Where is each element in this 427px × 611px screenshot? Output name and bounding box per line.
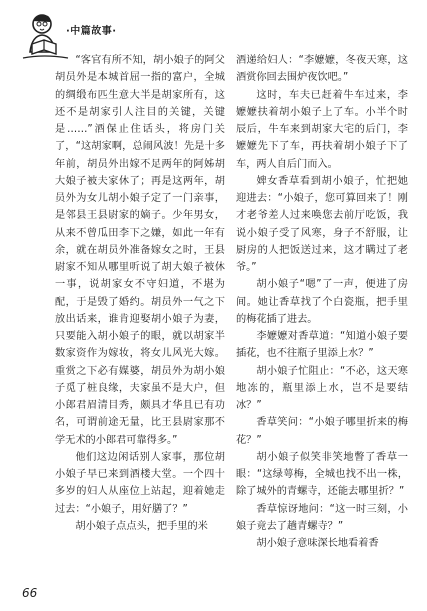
page-number: 66 <box>22 586 38 600</box>
body-paragraph: 香草笑问：“小娘子哪里折来的梅花？” <box>236 417 408 446</box>
body-paragraph: 香草惊讶地问：“这一时三刻，小娘子竟去了趟青螺寺？” <box>236 503 408 532</box>
body-paragraph: “客官有所不知，胡小娘子的阿父胡员外是本城首屈一指的富户，全城的绸缎布匹生意大半是胡家所有，这还不是胡家引人注目的关键，关键是……”酒保止住话头，将房门关了，“这胡家啊，总闹风波！先是十多年前，胡员外出嫁不足两年的阿姊胡大娘子被夫家休了；再是这两年，胡员外为女儿胡小娘子定了一门亲事，是邻县王县尉家的嫡子。少年男女，从来不曾瓜田李下之嫌，如此一年有余，就在胡员外准备嫁女之时，王县尉家不知从哪里听说了胡大娘子被休一事，说胡家女不守妇道，不堪为配，于是毁了婚约。胡员外一气之下放出话来，谁肯迎娶胡小娘子为妻，只要能入胡小娘子的眼，就以胡家半数家资作为嫁妆，将女儿风光大嫁。重赏之下必有媒婆，胡员外为胡小娘子觅了桩良缘，夫家虽不是大户，但小郎君眉清目秀，颇具才华且已有功名，可谓前途无量，比王县尉家那不学无术的小郎君可靠得多。” <box>55 55 225 446</box>
left-text-column <box>55 52 225 535</box>
body-paragraph: 这时，车夫已赶着牛车过来，李嬷嬷扶着胡小娘子上了车。小半个时辰后，牛车来到胡家大宅的后门，李嬷嬷先下了车，再扶着胡小娘子下了车，两人自后门而入。 <box>236 89 408 170</box>
section-label: ·中篇故事· <box>66 26 117 37</box>
body-paragraph: 胡小娘子“嗯”了一声，便进了房间。她让香草找了个白瓷瓶，把手里的梅花插了进去。 <box>236 279 408 325</box>
body-paragraph: 胡小娘子似笑非笑地瞥了香草一眼：“这绿萼梅，全城也找不出一株，除了城外的青螺寺，还能去哪里折？” <box>236 451 408 498</box>
body-paragraph: 婢女香草看到胡小娘子，忙把她迎进去：“小娘子，您可算回来了！刚才老爷差人过来唤您去前厅吃饭，我说小娘子受了风寒，身子不舒服，让厨房的人把饭送过来，这才瞒过了老爷。” <box>236 175 408 273</box>
body-paragraph: 李嬷嬷对香草道：“知道小娘子要插花，也不往瓶子里添上水？” <box>236 331 408 360</box>
body-paragraph: 胡小娘子忙阻止：“不必，这天寒地冻的，瓶里添上水，岂不是要结冰？” <box>236 365 408 411</box>
body-paragraph: 胡小娘子意味深长地看着香 <box>256 538 379 549</box>
body-paragraph: 他们这边闲话别人家事，那位胡小娘子早已来到酒楼大堂。一个四十多岁的妇人从座位上站起，迎着她走过去：“小娘子，用好膳了？” <box>55 451 225 515</box>
body-paragraph: 胡小娘子点点头，把手里的米 <box>75 520 208 532</box>
right-text-column <box>236 52 408 552</box>
body-paragraph: 酒递给妇人：“李嬷嬷，冬夜天寒，这酒赏你回去围炉夜饮吧。” <box>236 55 408 84</box>
